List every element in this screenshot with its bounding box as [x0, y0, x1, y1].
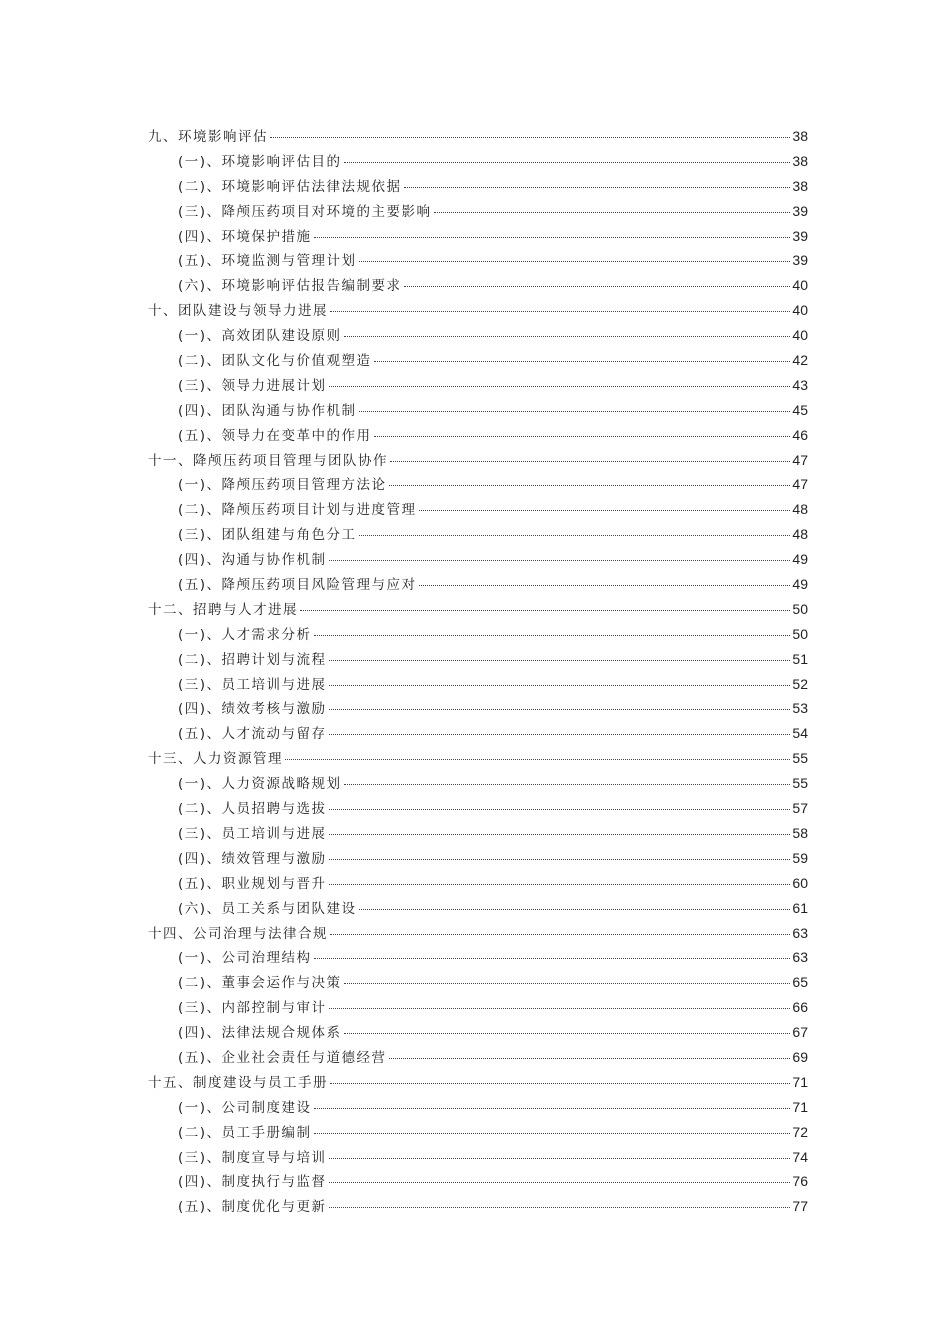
toc-entry-title: (二)、董事会运作与决策 — [178, 975, 342, 992]
toc-section-entry[interactable] — [148, 175, 808, 200]
toc-leader-dots — [314, 1133, 791, 1134]
toc-page-number: 45 — [792, 401, 808, 418]
toc-entry-title: (三)、降颅压药项目对环境的主要影响 — [178, 203, 432, 220]
toc-section-entry[interactable] — [148, 623, 808, 648]
toc-leader-dots — [374, 361, 791, 362]
toc-entry-title: (三)、员工培训与进展 — [178, 825, 327, 842]
toc-entry-title: (五)、制度优化与更新 — [178, 1199, 327, 1216]
toc-leader-dots — [329, 884, 791, 885]
toc-leader-dots — [389, 485, 791, 486]
toc-leader-dots — [344, 336, 791, 337]
toc-page-number: 61 — [792, 899, 808, 916]
toc-entry-title: (一)、公司制度建设 — [178, 1099, 312, 1116]
toc-page-number: 46 — [792, 426, 808, 443]
toc-page-number: 77 — [792, 1198, 808, 1215]
toc-section-entry[interactable] — [148, 225, 808, 250]
toc-leader-dots — [374, 436, 791, 437]
toc-entry-title: (四)、环境保护措施 — [178, 228, 312, 245]
toc-section-entry[interactable] — [148, 897, 808, 922]
toc-page-number: 65 — [792, 974, 808, 991]
toc-leader-dots — [314, 237, 791, 238]
toc-leader-dots — [329, 709, 791, 710]
toc-leader-dots — [359, 535, 791, 536]
toc-page-number: 40 — [792, 302, 808, 319]
toc-section-entry[interactable] — [148, 722, 808, 747]
toc-leader-dots — [404, 187, 791, 188]
toc-entry-title: (三)、领导力进展计划 — [178, 377, 327, 394]
toc-page-number: 47 — [792, 476, 808, 493]
toc-page-number: 66 — [792, 999, 808, 1016]
toc-section-entry[interactable] — [148, 249, 808, 274]
toc-leader-dots — [270, 137, 790, 138]
toc-page-number: 55 — [792, 750, 808, 767]
toc-page-number: 39 — [792, 202, 808, 219]
toc-entry-title: (三)、员工培训与进展 — [178, 676, 327, 693]
toc-section-entry[interactable] — [148, 1121, 808, 1146]
toc-page-number: 63 — [792, 924, 808, 941]
toc-page-number: 69 — [792, 1048, 808, 1065]
toc-section-entry[interactable] — [148, 1146, 808, 1171]
table-of-contents — [148, 125, 808, 1220]
toc-page-number: 48 — [792, 526, 808, 543]
toc-section-entry[interactable] — [148, 523, 808, 548]
toc-entry-title: (一)、高效团队建设原则 — [178, 328, 342, 345]
toc-entry-title: (四)、制度执行与监督 — [178, 1174, 327, 1191]
toc-section-entry[interactable] — [148, 1170, 808, 1195]
toc-entry-title: (五)、领导力在变革中的作用 — [178, 427, 372, 444]
toc-chapter-entry[interactable] — [148, 125, 808, 150]
toc-entry-title: (二)、员工手册编制 — [178, 1124, 312, 1141]
toc-section-entry[interactable] — [148, 797, 808, 822]
toc-section-entry[interactable] — [148, 150, 808, 175]
toc-leader-dots — [344, 983, 791, 984]
toc-leader-dots — [329, 859, 791, 860]
toc-page-number: 63 — [792, 949, 808, 966]
toc-leader-dots — [300, 610, 790, 611]
toc-leader-dots — [314, 635, 791, 636]
toc-page-number: 43 — [792, 376, 808, 393]
toc-leader-dots — [359, 909, 791, 910]
toc-leader-dots — [389, 1058, 791, 1059]
toc-section-entry[interactable] — [148, 1021, 808, 1046]
toc-page-number: 60 — [792, 874, 808, 891]
toc-entry-title: 十、团队建设与领导力进展 — [148, 303, 328, 320]
toc-section-entry[interactable] — [148, 822, 808, 847]
toc-leader-dots — [329, 834, 791, 835]
toc-chapter-entry[interactable] — [148, 747, 808, 772]
toc-page-number: 53 — [792, 700, 808, 717]
toc-entry-title: (一)、降颅压药项目管理方法论 — [178, 477, 387, 494]
toc-entry-title: (六)、员工关系与团队建设 — [178, 900, 357, 917]
toc-section-entry[interactable] — [148, 498, 808, 523]
toc-section-entry[interactable] — [148, 374, 808, 399]
toc-entry-title: (四)、法律法规合规体系 — [178, 1025, 342, 1042]
toc-section-entry[interactable] — [148, 548, 808, 573]
toc-page-number: 38 — [792, 152, 808, 169]
toc-entry-title: (四)、沟通与协作机制 — [178, 552, 327, 569]
toc-entry-title: (一)、人才需求分析 — [178, 626, 312, 643]
toc-chapter-entry[interactable] — [148, 922, 808, 947]
toc-section-entry[interactable] — [148, 424, 808, 449]
toc-entry-title: (五)、企业社会责任与道德经营 — [178, 1049, 387, 1066]
toc-page-number: 59 — [792, 849, 808, 866]
toc-section-entry[interactable] — [148, 946, 808, 971]
toc-section-entry[interactable] — [148, 673, 808, 698]
toc-entry-title: 十一、降颅压药项目管理与团队协作 — [148, 452, 388, 469]
toc-section-entry[interactable] — [148, 971, 808, 996]
toc-entry-title: (四)、绩效考核与激励 — [178, 701, 327, 718]
toc-page-number: 42 — [792, 352, 808, 369]
toc-entry-title: 十五、制度建设与员工手册 — [148, 1074, 328, 1091]
toc-leader-dots — [329, 1158, 791, 1159]
toc-section-entry[interactable] — [148, 1046, 808, 1071]
toc-entry-title: (二)、团队文化与价值观塑造 — [178, 353, 372, 370]
toc-page-number: 52 — [792, 675, 808, 692]
toc-leader-dots — [404, 286, 791, 287]
toc-section-entry[interactable] — [148, 1195, 808, 1220]
toc-section-entry[interactable] — [148, 399, 808, 424]
toc-chapter-entry[interactable] — [148, 1071, 808, 1096]
toc-section-entry[interactable] — [148, 1096, 808, 1121]
toc-leader-dots — [419, 510, 791, 511]
toc-leader-dots — [285, 759, 790, 760]
toc-leader-dots — [329, 734, 791, 735]
toc-leader-dots — [390, 461, 790, 462]
toc-section-entry[interactable] — [148, 573, 808, 598]
toc-entry-title: (五)、降颅压药项目风险管理与应对 — [178, 577, 417, 594]
toc-page-number: 58 — [792, 824, 808, 841]
toc-page-number: 51 — [792, 650, 808, 667]
toc-entry-title: (一)、环境影响评估目的 — [178, 153, 342, 170]
toc-leader-dots — [330, 1083, 790, 1084]
toc-entry-title: (三)、制度宣导与培训 — [178, 1149, 327, 1166]
toc-page-number: 38 — [792, 128, 808, 144]
toc-page-number: 49 — [792, 551, 808, 568]
toc-leader-dots — [329, 809, 791, 810]
toc-leader-dots — [314, 958, 791, 959]
toc-page-number: 54 — [792, 725, 808, 742]
toc-chapter-entry[interactable] — [148, 449, 808, 474]
toc-leader-dots — [329, 386, 791, 387]
toc-page-number: 71 — [792, 1098, 808, 1115]
toc-section-entry[interactable] — [148, 697, 808, 722]
toc-leader-dots — [329, 660, 791, 661]
toc-chapter-entry[interactable] — [148, 598, 808, 623]
toc-page-number: 57 — [792, 800, 808, 817]
toc-entry-title: (二)、降颅压药项目计划与进度管理 — [178, 502, 417, 519]
toc-page-number: 40 — [792, 277, 808, 294]
toc-entry-title: (五)、环境监测与管理计划 — [178, 253, 357, 270]
toc-page-number: 39 — [792, 252, 808, 269]
toc-leader-dots — [359, 411, 791, 412]
toc-entry-title: (三)、团队组建与角色分工 — [178, 527, 357, 544]
toc-page-number: 48 — [792, 501, 808, 518]
toc-leader-dots — [359, 261, 791, 262]
toc-leader-dots — [434, 212, 791, 213]
toc-entry-title: 十二、招聘与人才进展 — [148, 601, 298, 618]
toc-section-entry[interactable] — [148, 274, 808, 299]
toc-section-entry[interactable] — [148, 473, 808, 498]
toc-entry-title: (二)、招聘计划与流程 — [178, 651, 327, 668]
toc-entry-title: (一)、公司治理结构 — [178, 950, 312, 967]
toc-leader-dots — [329, 685, 791, 686]
toc-page-number: 71 — [792, 1073, 808, 1090]
toc-section-entry[interactable] — [148, 872, 808, 897]
toc-entry-title: (三)、内部控制与审计 — [178, 1000, 327, 1017]
toc-entry-title: (五)、人才流动与留存 — [178, 726, 327, 743]
toc-page-number: 67 — [792, 1024, 808, 1041]
toc-leader-dots — [419, 585, 791, 586]
toc-section-entry[interactable] — [148, 648, 808, 673]
toc-leader-dots — [329, 1207, 791, 1208]
toc-entry-title: (二)、人员招聘与选拔 — [178, 801, 327, 818]
toc-leader-dots — [329, 560, 791, 561]
toc-section-entry[interactable] — [148, 772, 808, 797]
toc-leader-dots — [329, 1182, 791, 1183]
toc-section-entry[interactable] — [148, 324, 808, 349]
toc-page-number: 50 — [792, 625, 808, 642]
toc-page-number: 40 — [792, 327, 808, 344]
toc-page-number: 50 — [792, 600, 808, 617]
toc-entry-title: 十四、公司治理与法律合规 — [148, 925, 328, 942]
toc-leader-dots — [344, 1033, 791, 1034]
toc-chapter-entry[interactable] — [148, 299, 808, 324]
toc-page-number: 74 — [792, 1148, 808, 1165]
toc-entry-title: (一)、人力资源战略规划 — [178, 776, 342, 793]
toc-leader-dots — [330, 934, 790, 935]
toc-leader-dots — [344, 162, 791, 163]
toc-page-number: 72 — [792, 1123, 808, 1140]
toc-entry-title: (二)、环境影响评估法律法规依据 — [178, 178, 402, 195]
toc-leader-dots — [314, 1108, 791, 1109]
toc-entry-title: 十三、人力资源管理 — [148, 751, 283, 768]
toc-page-number: 76 — [792, 1173, 808, 1190]
toc-page-number: 55 — [792, 775, 808, 792]
toc-entry-title: (六)、环境影响评估报告编制要求 — [178, 278, 402, 295]
toc-leader-dots — [330, 311, 790, 312]
toc-leader-dots — [329, 1008, 791, 1009]
toc-section-entry[interactable] — [148, 349, 808, 374]
toc-entry-title: (五)、职业规划与晋升 — [178, 875, 327, 892]
toc-entry-title: 九、环境影响评估 — [148, 129, 268, 145]
toc-section-entry[interactable] — [148, 847, 808, 872]
toc-section-entry[interactable] — [148, 200, 808, 225]
toc-page-number: 39 — [792, 227, 808, 244]
toc-leader-dots — [344, 784, 791, 785]
toc-page-number: 38 — [792, 177, 808, 194]
toc-entry-title: (四)、绩效管理与激励 — [178, 850, 327, 867]
toc-entry-title: (四)、团队沟通与协作机制 — [178, 402, 357, 419]
toc-section-entry[interactable] — [148, 996, 808, 1021]
toc-page-number: 47 — [792, 451, 808, 468]
toc-page-number: 49 — [792, 576, 808, 593]
